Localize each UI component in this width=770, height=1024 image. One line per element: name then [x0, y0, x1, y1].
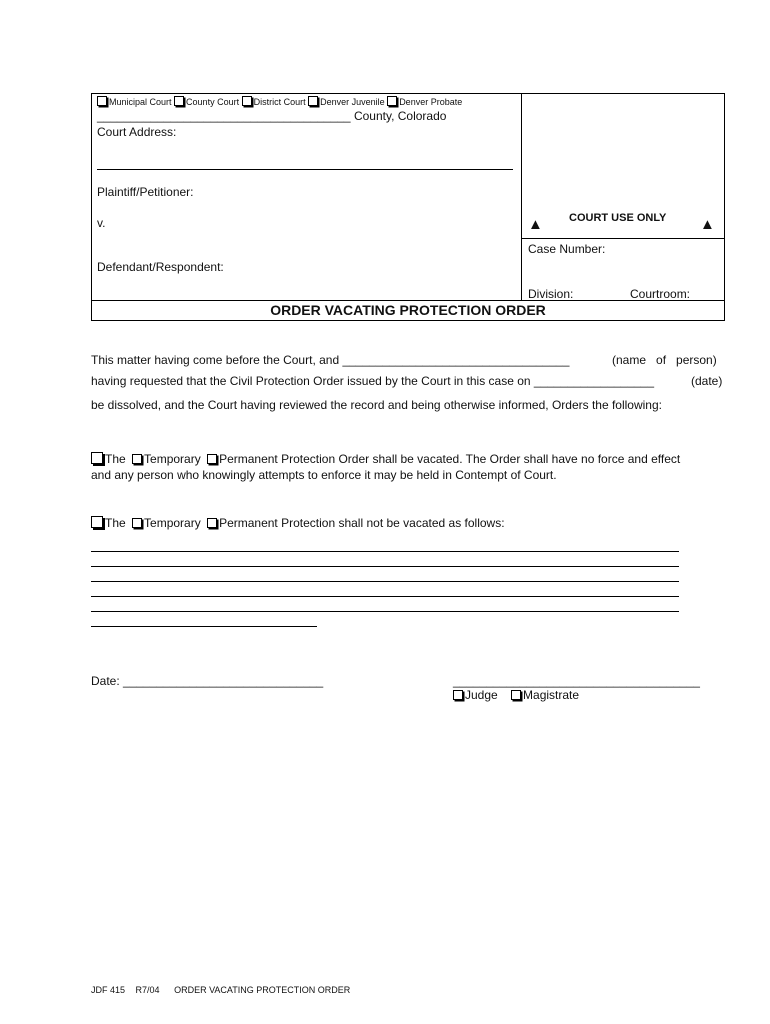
checkbox-icon[interactable]	[174, 96, 184, 106]
courtroom-label: Courtroom:	[630, 287, 691, 301]
court-use-divider	[521, 238, 725, 239]
blank-line[interactable]	[91, 551, 679, 552]
not-vacate-option: The Temporary Permanent Protection shall not be vacated as follows:	[91, 516, 505, 530]
district-court-option[interactable]: District Court	[242, 97, 306, 107]
name-of-person-label: (name of person)	[612, 353, 717, 367]
body-line-1[interactable]: This matter having come before the Court, and __________________________________	[91, 353, 570, 367]
blank-line[interactable]	[91, 611, 679, 612]
checkbox-icon[interactable]	[91, 452, 103, 464]
signature-line[interactable]: _____________________________________	[453, 674, 700, 688]
checkbox-icon[interactable]	[511, 690, 521, 700]
footer	[91, 985, 350, 995]
checkbox-icon[interactable]	[207, 518, 217, 528]
blank-line[interactable]	[91, 596, 679, 597]
versus-label: v.	[97, 216, 106, 230]
checkbox-icon[interactable]	[242, 96, 252, 106]
signer-options	[453, 688, 579, 702]
municipal-court-option[interactable]: Municipal Court	[97, 97, 172, 107]
checkbox-icon[interactable]	[308, 96, 318, 106]
denver-juvenile-option[interactable]: Denver Juvenile	[308, 97, 385, 107]
checkbox-icon[interactable]	[132, 454, 142, 464]
triangle-left-icon: ▲	[528, 216, 543, 233]
checkbox-icon[interactable]	[91, 516, 103, 528]
checkbox-icon[interactable]	[207, 454, 217, 464]
plaintiff-label: Plaintiff/Petitioner:	[97, 185, 194, 199]
court-use-only-label: COURT USE ONLY	[569, 212, 667, 224]
county-court-option[interactable]: County Court	[174, 97, 239, 107]
court-address-label: Court Address:	[97, 125, 177, 139]
caption-divider	[521, 93, 522, 301]
body-line-3: be dissolved, and the Court having reviewed the record and being otherwise informed, Orders the following:	[91, 398, 662, 412]
form-id: JDF 415	[91, 985, 126, 995]
judge-option[interactable]: Judge	[453, 688, 498, 702]
form-title: ORDER VACATING PROTECTION ORDER	[174, 985, 351, 995]
form-revision: R7/04	[135, 985, 160, 995]
division-label: Division:	[528, 287, 574, 301]
body-line-2[interactable]: having requested that the Civil Protection Order issued by the Court in this case on __________________	[91, 374, 655, 388]
checkbox-icon[interactable]	[387, 96, 397, 106]
blank-line[interactable]	[91, 566, 679, 567]
case-number-label: Case Number:	[528, 242, 606, 256]
vacate-option: The Temporary Permanent Protection Order shall be vacated. The Order shall have no force and effect	[91, 452, 725, 466]
blank-line[interactable]	[91, 581, 679, 582]
vacate-option-continued: and any person who knowingly attempts to enforce it may be held in Contempt of Court.	[91, 468, 557, 482]
checkbox-icon[interactable]	[97, 96, 107, 106]
court-options	[97, 96, 462, 107]
checkbox-icon[interactable]	[132, 518, 142, 528]
date-field[interactable]: Date: ______________________________	[91, 674, 324, 688]
blank-line[interactable]	[91, 626, 317, 627]
court-address-line[interactable]	[97, 169, 513, 170]
document-title: ORDER VACATING PROTECTION ORDER	[91, 300, 725, 321]
checkbox-icon[interactable]	[453, 690, 463, 700]
triangle-right-icon: ▲	[700, 216, 715, 233]
date-hint-label: (date)	[691, 374, 723, 388]
county-line[interactable]: ______________________________________ County, Colorado	[97, 109, 447, 123]
defendant-label: Defendant/Respondent:	[97, 260, 224, 274]
denver-probate-option[interactable]: Denver Probate	[387, 97, 462, 107]
magistrate-option[interactable]: Magistrate	[511, 688, 579, 702]
